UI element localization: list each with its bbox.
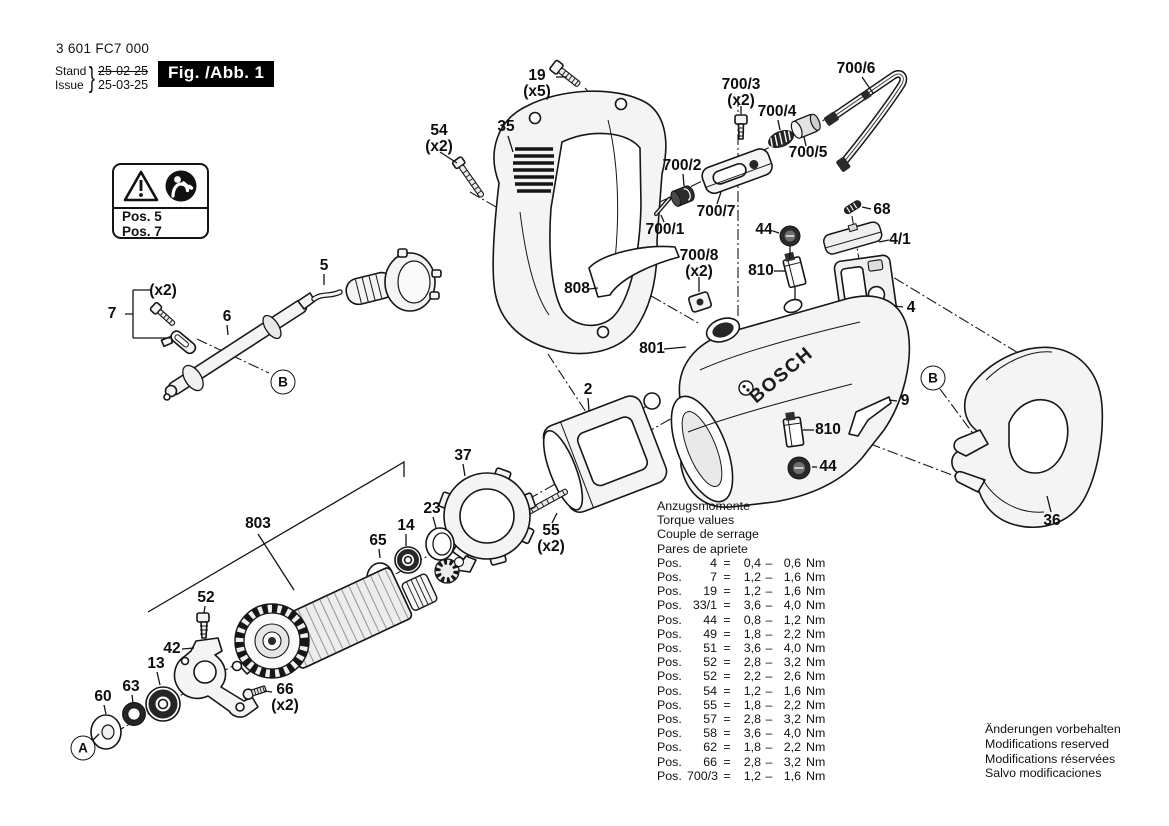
torque-row (657, 655, 825, 669)
torque-cell: Nm (806, 626, 826, 641)
part-label-13: 13 (147, 655, 165, 673)
modification-notes (985, 722, 1121, 781)
leader-line (879, 240, 889, 242)
leader-line (132, 695, 133, 703)
torque-cell: 3,2 (783, 712, 801, 727)
part-label-5: 5 (319, 257, 329, 275)
torque-cell: = (723, 697, 731, 712)
torque-cell: 44 (703, 612, 717, 627)
leader-line (862, 77, 873, 93)
torque-row (657, 769, 825, 783)
torque-cell: = (723, 712, 731, 727)
part-label-810: 810 (815, 421, 841, 439)
part-label-7001: 700/1 (645, 221, 685, 239)
torque-cell: Pos. (657, 697, 682, 712)
torque-cell: – (765, 598, 773, 613)
torque-title: Couple de serrage (657, 527, 759, 542)
torque-cell: Pos. (657, 712, 682, 727)
torque-cell: 2,8 (743, 712, 761, 727)
part-label-19: 19 (x5) (523, 67, 551, 100)
torque-cell: 4,0 (783, 641, 801, 656)
torque-row (657, 712, 825, 726)
leader-line (889, 400, 897, 401)
leader-line (778, 120, 780, 130)
part-label-808: 808 (564, 280, 590, 298)
part-label-65: 65 (369, 532, 387, 550)
modification-note: Modifications reserved (985, 736, 1109, 751)
torque-cell: Pos. (657, 669, 682, 684)
torque-title: Torque values (657, 513, 735, 528)
torque-table (657, 499, 825, 783)
torque-row (657, 740, 825, 754)
torque-cell: 4 (710, 555, 717, 570)
torque-cell: Nm (806, 584, 826, 599)
part-label-7002: 700/2 (662, 157, 702, 175)
part-label-52: 52 (197, 589, 215, 607)
torque-cell: = (723, 584, 731, 599)
modification-note: Änderungen vorbehalten (985, 722, 1121, 736)
torque-cell: Pos. (657, 768, 682, 783)
torque-cell: – (765, 669, 773, 684)
torque-cell: = (723, 669, 731, 684)
torque-cell: Pos. (657, 641, 682, 656)
torque-cell: – (765, 740, 773, 755)
revision-block (55, 62, 148, 95)
torque-cell: 57 (703, 712, 717, 727)
torque-cell: 1,2 (743, 683, 761, 698)
part-label-41: 4/1 (889, 231, 911, 249)
torque-cell: Pos. (657, 555, 682, 570)
part-label-803: 803 (245, 515, 271, 533)
leader-line (104, 705, 106, 714)
torque-cell: Nm (806, 555, 826, 570)
part-label-7003: 700/3 (x2) (721, 76, 761, 109)
torque-cell: = (723, 612, 731, 627)
torque-title: Anzugsmomente (657, 499, 750, 513)
torque-cell: 2,6 (783, 669, 801, 684)
leader-line (1047, 496, 1051, 512)
part-label-36: 36 (1043, 512, 1061, 530)
torque-cell: 1,8 (743, 626, 761, 641)
torque-cell: = (723, 740, 731, 755)
torque-cell: 49 (703, 626, 717, 641)
part-label-2: 2 (583, 381, 593, 399)
part-label-42: 42 (163, 640, 181, 658)
part-label-63: 63 (122, 678, 140, 696)
leader-line (182, 648, 194, 649)
torque-row (657, 627, 825, 641)
torque-cell: Pos. (657, 570, 682, 585)
torque-cell: Nm (806, 655, 826, 670)
torque-cell: Nm (806, 641, 826, 656)
torque-cell: Nm (806, 712, 826, 727)
part-label-23: 23 (423, 500, 441, 518)
torque-row (657, 698, 825, 712)
part-label-14: 14 (397, 517, 415, 535)
part-label-68: 68 (873, 201, 891, 219)
brace-glyph: } (89, 62, 96, 94)
leader-line (157, 672, 160, 685)
torque-title: Pares de apriete (657, 541, 748, 556)
torque-cell: 52 (703, 655, 717, 670)
torque-cell: Pos. (657, 726, 682, 741)
torque-cell: Nm (806, 726, 826, 741)
part-label-6: 6 (222, 308, 232, 326)
torque-cell: Nm (806, 683, 826, 698)
torque-row (657, 669, 825, 683)
torque-cell: Pos. (657, 626, 682, 641)
part-label-x2: (x2) (149, 282, 177, 300)
leader-line (227, 325, 228, 335)
torque-cell: 3,6 (743, 641, 761, 656)
torque-cell: 1,6 (783, 768, 801, 783)
torque-cell: Pos. (657, 612, 682, 627)
torque-cell: = (723, 655, 731, 670)
torque-cell: Nm (806, 612, 826, 627)
torque-cell: 62 (703, 740, 717, 755)
type-number: 3 601 FC7 000 (56, 41, 150, 56)
torque-cell: = (723, 726, 731, 741)
torque-cell: 1,8 (743, 697, 761, 712)
torque-cell: – (765, 555, 773, 570)
issue-label: Issue (55, 77, 84, 92)
torque-cell: 2,8 (743, 754, 761, 769)
part-label-7005: 700/5 (788, 144, 828, 162)
torque-cell: 0,4 (743, 555, 761, 570)
leader-line (664, 347, 686, 349)
part-label-35: 35 (497, 118, 515, 136)
torque-cell: 0,6 (783, 555, 801, 570)
leader-line (204, 606, 205, 613)
torque-row (657, 598, 825, 612)
torque-cell: 1,2 (743, 584, 761, 599)
torque-cell: = (723, 754, 731, 769)
torque-cell: – (765, 655, 773, 670)
figure-label: Fig. /Abb. 1 (158, 61, 274, 87)
leader-line (862, 207, 871, 209)
part-label-44: 44 (819, 458, 837, 476)
leader-line (379, 549, 380, 558)
torque-cell: 1,6 (783, 584, 801, 599)
torque-row (657, 570, 825, 584)
torque-row (657, 584, 825, 598)
torque-cell: Nm (806, 598, 826, 613)
torque-row (657, 684, 825, 698)
torque-cell: Nm (806, 740, 826, 755)
part-label-810: 810 (748, 262, 774, 280)
torque-row (657, 755, 825, 769)
torque-cell: 4,0 (783, 726, 801, 741)
leader-line (433, 517, 436, 528)
torque-cell: – (765, 697, 773, 712)
torque-cell: 2,2 (783, 697, 801, 712)
part-label-54: 54 (x2) (425, 122, 453, 155)
part-label-9: 9 (900, 392, 910, 410)
leader-line (683, 174, 684, 186)
torque-cell: 1,2 (783, 612, 801, 627)
torque-cell: = (723, 598, 731, 613)
torque-cell: 1,6 (783, 683, 801, 698)
warning-box (112, 163, 209, 239)
torque-cell: 3,2 (783, 655, 801, 670)
torque-cell: – (765, 612, 773, 627)
warning-positions (114, 209, 207, 239)
leader-line (773, 231, 779, 233)
part-label-7008: 700/8 (x2) (679, 247, 719, 280)
torque-cell: 700/3 (687, 768, 719, 783)
torque-cell: 51 (703, 641, 717, 656)
torque-cell: = (723, 683, 731, 698)
torque-cell: 55 (703, 697, 717, 712)
torque-cell: = (723, 570, 731, 585)
part-label-7: 7 (107, 305, 117, 323)
torque-cell: Nm (806, 768, 826, 783)
ref-marker-B: B (271, 370, 296, 395)
part-label-55: 55 (x2) (537, 522, 565, 555)
warning-triangle-icon (123, 169, 159, 203)
stand-label: Stand (55, 64, 87, 78)
leader-line (894, 306, 903, 307)
torque-row (657, 641, 825, 655)
torque-cell: 1,8 (743, 740, 761, 755)
torque-cell: 2,2 (783, 740, 801, 755)
torque-row (657, 613, 825, 627)
torque-cell: 33/1 (692, 598, 717, 613)
torque-cell: 2,2 (783, 626, 801, 641)
part-label-37: 37 (454, 447, 472, 465)
issue-date: 25-03-25 (98, 77, 149, 92)
torque-cell: = (723, 768, 731, 783)
part-label-60: 60 (94, 688, 112, 706)
torque-cell: – (765, 726, 773, 741)
torque-cell: 1,2 (743, 768, 761, 783)
torque-cell: Pos. (657, 584, 682, 599)
torque-cell: 52 (703, 669, 717, 684)
stand-date: 25-02-25 (98, 64, 149, 78)
torque-cell: – (765, 754, 773, 769)
torque-cell: 58 (703, 726, 717, 741)
torque-row (657, 556, 825, 570)
part-label-7007: 700/7 (696, 203, 736, 221)
torque-cell: – (765, 683, 773, 698)
torque-row (657, 726, 825, 740)
torque-cell: 3,6 (743, 598, 761, 613)
torque-cell: 7 (710, 570, 717, 585)
torque-cell: Nm (806, 570, 826, 585)
part-label-66: 66 (x2) (271, 681, 299, 714)
leader-line (589, 288, 598, 289)
leader-line (463, 464, 465, 476)
ref-marker-A: A (71, 736, 96, 761)
warning-pos-line: Pos. 5 (122, 209, 162, 224)
torque-cell: 19 (703, 584, 717, 599)
torque-cell: Pos. (657, 655, 682, 670)
torque-cell: – (765, 641, 773, 656)
torque-cell: = (723, 555, 731, 570)
warning-pos-line: Pos. 7 (122, 223, 162, 239)
torque-cell: Nm (806, 754, 826, 769)
part-label-7004: 700/4 (757, 103, 797, 121)
leader-line (508, 136, 513, 152)
torque-cell: Pos. (657, 754, 682, 769)
torque-cell: 3,2 (783, 754, 801, 769)
torque-cell: 66 (703, 754, 717, 769)
torque-cell: 2,2 (743, 669, 761, 684)
torque-cell: 4,0 (783, 598, 801, 613)
modification-note: Salvo modificaciones (985, 766, 1102, 781)
leader-line (588, 398, 589, 411)
torque-cell: Nm (806, 697, 826, 712)
part-label-4: 4 (906, 299, 916, 317)
torque-cell: = (723, 641, 731, 656)
torque-cell: 0,8 (743, 612, 761, 627)
read-service-manual-icon (164, 169, 198, 203)
part-label-801: 801 (639, 340, 665, 358)
torque-cell: 1,2 (743, 570, 761, 585)
torque-cell: – (765, 712, 773, 727)
ref-marker-B: B (921, 366, 946, 391)
torque-cell: 3,6 (743, 726, 761, 741)
modification-note: Modifications réservées (985, 751, 1116, 766)
torque-cell: = (723, 626, 731, 641)
torque-cell: 54 (703, 683, 717, 698)
torque-cell: – (765, 768, 773, 783)
torque-cell: Pos. (657, 598, 682, 613)
torque-cell: 1,6 (783, 570, 801, 585)
torque-cell: Nm (806, 669, 826, 684)
part-label-7006: 700/6 (836, 60, 876, 78)
torque-cell: – (765, 570, 773, 585)
part-label-44: 44 (755, 221, 773, 239)
torque-cell: – (765, 626, 773, 641)
svg-text:BOSCH: BOSCH (745, 342, 818, 408)
torque-cell: – (765, 584, 773, 599)
torque-cell: 2,8 (743, 655, 761, 670)
torque-cell: Pos. (657, 740, 682, 755)
torque-cell: Pos. (657, 683, 682, 698)
